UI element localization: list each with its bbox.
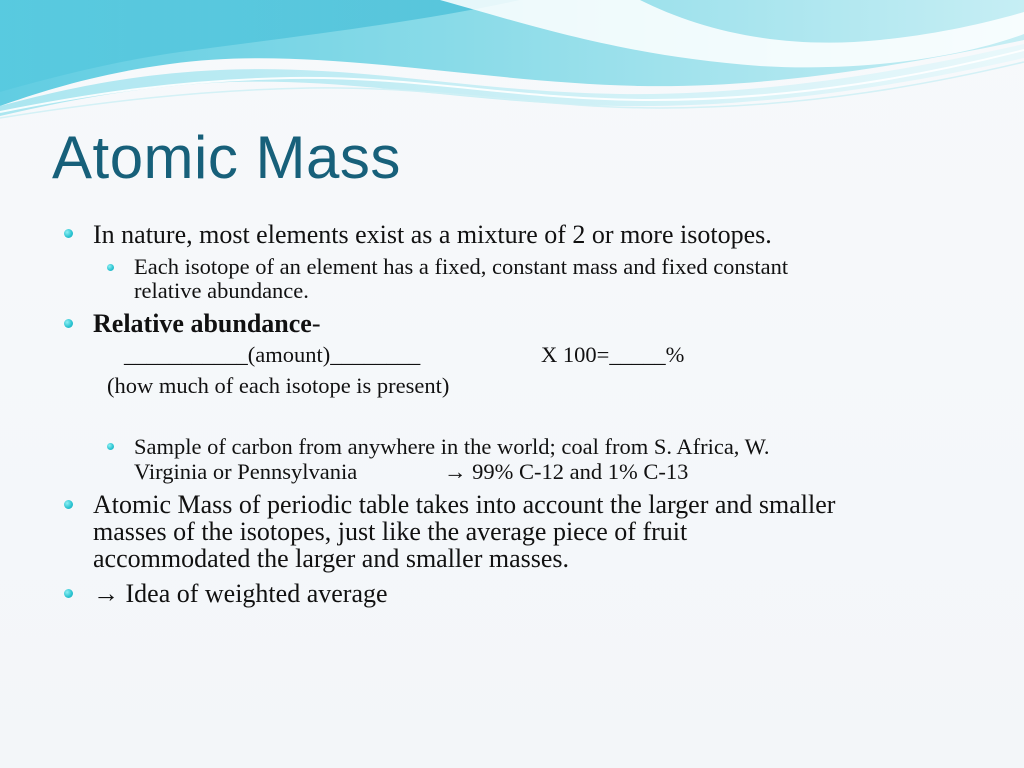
bullet-icon xyxy=(64,229,73,238)
sub-bullet-icon xyxy=(107,264,114,271)
sub-bullet-text-carbon-line1: Sample of carbon from anywhere in the world; coal from S. Africa, W. xyxy=(134,434,770,459)
bullet-text-atomic-mass-line3: accommodated the larger and smaller masses. xyxy=(93,544,570,573)
bullet-text-relative-abundance xyxy=(93,310,321,337)
formula-multiplier: X 100=_____% xyxy=(541,342,685,367)
formula-note: (how much of each isotope is present) xyxy=(107,373,450,398)
bullet-text-atomic-mass-line2: masses of the isotopes, just like the average piece of fruit xyxy=(93,517,688,546)
sub-bullet-text-carbon-line2b: → 99% C-12 and 1% C-13 xyxy=(444,459,689,484)
bullet-text-isotopes: In nature, most elements exist as a mixture of 2 or more isotopes. xyxy=(93,220,772,249)
sub-bullet-text-fixed-mass-line1: Each isotope of an element has a fixed, constant mass and fixed constant xyxy=(134,254,789,279)
relative-abundance-term: Relative abundance xyxy=(93,309,312,338)
sub-bullet-text-fixed-mass-line2: relative abundance. xyxy=(134,278,309,303)
slide-title: Atomic Mass xyxy=(52,124,401,191)
bullet-text-atomic-mass-line1: Atomic Mass of periodic table takes into account the larger and smaller xyxy=(93,490,836,519)
bullet-icon xyxy=(64,319,73,328)
bullet-text-weighted-average: → Idea of weighted average xyxy=(93,579,388,608)
bullet-icon xyxy=(64,500,73,509)
sub-bullet-text-carbon-line2a: Virginia or Pennsylvania xyxy=(134,459,358,484)
bullet-icon xyxy=(64,589,73,598)
relative-abundance-dash: - xyxy=(311,309,321,338)
sub-bullet-icon xyxy=(107,443,114,450)
formula-numerator: ___________(amount)________ xyxy=(124,342,421,367)
